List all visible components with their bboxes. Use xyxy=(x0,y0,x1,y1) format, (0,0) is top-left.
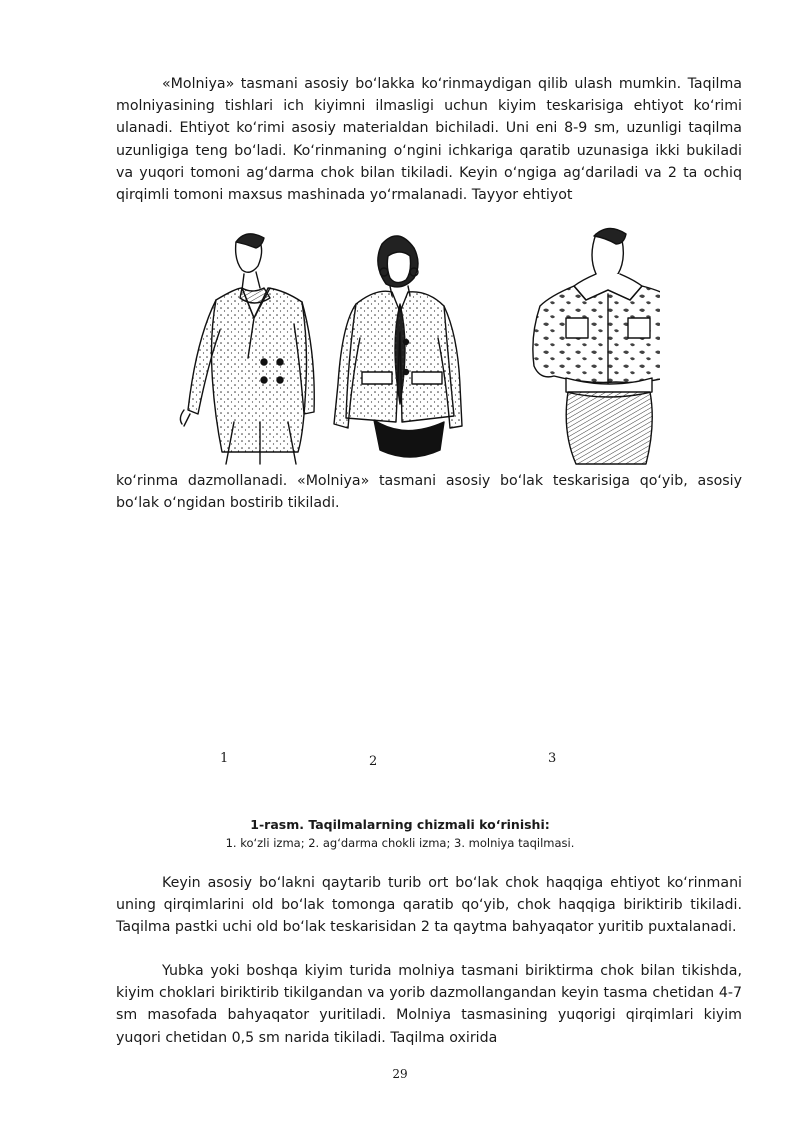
jacket-figure-3 xyxy=(533,228,660,464)
jacket-figure-1 xyxy=(180,234,314,464)
figure-number-2: 2 xyxy=(369,754,378,769)
paragraph-4-text: Yubka yoki boshqa kiyim turida molniya tasmani biriktirma chok bilan tikishda, kiyim choklari biriktirib tikilgandan va yorib dazmollangandan keyin tasma chetidan 4-7 sm masofada bahyaqator yuritiladi. Molniya tasmasining yuqorigi qirqimlari kiyim yuqori chetidan 0,5 sm narida tikiladi. Taqilma oxirida xyxy=(116,963,742,1046)
paragraph-4 xyxy=(116,960,742,1049)
figure-number-1: 1 xyxy=(220,751,229,766)
figure-caption-subtitle: 1. ko‘zli izma; 2. ag‘darma chokli izma; 3. molniya taqilmasi. xyxy=(225,836,575,850)
paragraph-2-text: ko‘rinma dazmollanadi. «Molniya» tasmani asosiy bo‘lak teskarisiga qo‘yib, asosiy bo‘lak o‘ngidan bostirib tikiladi. xyxy=(116,473,742,512)
paragraph-3 xyxy=(116,872,742,939)
paragraph-1 xyxy=(116,73,742,206)
jacket-figure-2 xyxy=(334,236,462,457)
paragraph-2 xyxy=(116,470,742,514)
fashion-illustrations xyxy=(156,222,660,466)
paragraph-1-text: «Molniya» tasmani asosiy bo‘lakka ko‘rinmaydigan qilib ulash mumkin. Taqilma molniyasining tishlari ich kiyimni ilmasligi uchun kiyim teskarisiga ehtiyot ko‘rimi ulanadi. Ehtiyot ko‘rimi asosiy materialdan bichiladi. Uni eni 8-9 sm, uzunligi taqilma uzunligiga teng bo‘ladi. Ko‘rinmaning o‘ngini ichkariga qaratib uzunasiga ikki bukiladi va yuqori tomoni ag‘darma chok bilan tikiladi. Keyin o‘ngiga ag‘dariladi va 2 ta ochiq qirqimli tomoni maxsus mashinada yo‘rmalanadi. Tayyor ehtiyot xyxy=(116,76,742,204)
page-number: 29 xyxy=(392,1067,408,1081)
figure-number-3: 3 xyxy=(548,751,557,766)
figure-caption-title: 1-rasm. Taqilmalarning chizmali ko‘rinishi: xyxy=(250,817,550,832)
paragraph-3-text: Keyin asosiy bo‘lakni qaytarib turib ort bo‘lak chok haqqiga ehtiyot ko‘rinmani uning qirqimlarini old bo‘lak tomonga qaratib qo‘yib, chok haqqiga biriktirib tikiladi. Taqilma pastki uchi old bo‘lak teskarisidan 2 ta qaytma bahyaqator yuritib puxtalanadi. xyxy=(116,875,742,936)
